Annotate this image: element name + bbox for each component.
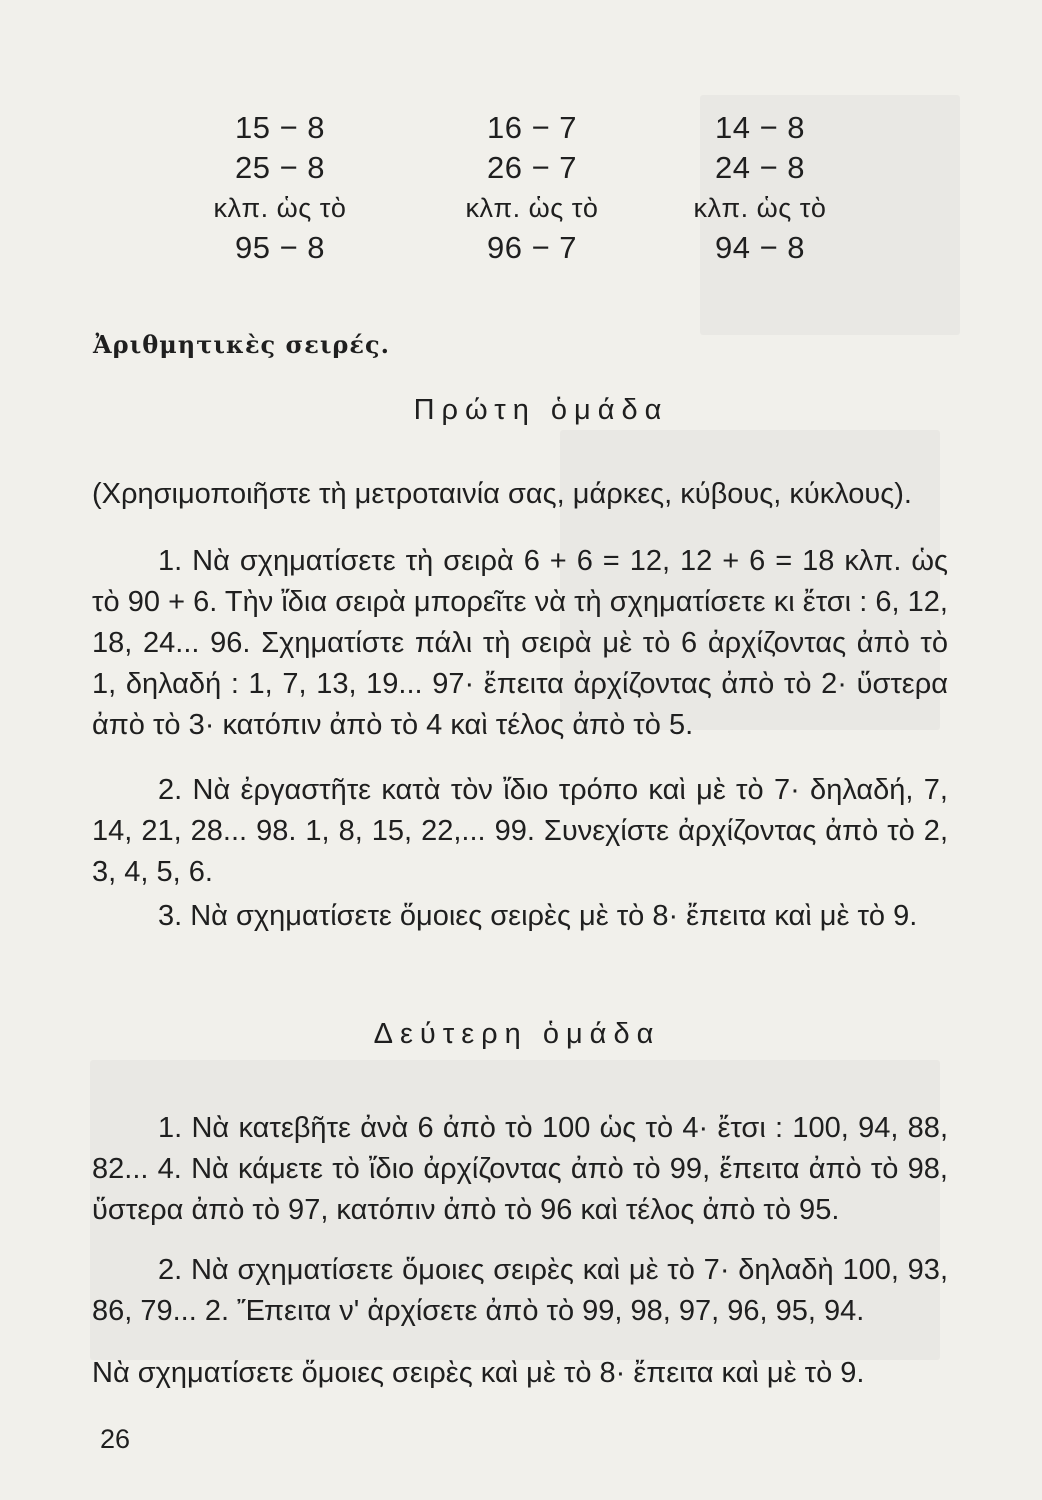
exercise-paragraph: 3. Νὰ σχηματίσετε ὅμοιες σειρὲς μὲ τὸ 8· ἔπειτα καὶ μὲ τὸ 9. <box>158 900 918 932</box>
group1-intro <box>92 474 948 515</box>
expression-etc: κλπ. ὡς τὸ <box>213 193 347 223</box>
expression: 94 − 8 <box>714 230 806 265</box>
expression: 95 − 8 <box>234 230 326 265</box>
section-heading: Ἀριθμητικὲς σειρές. <box>93 330 390 359</box>
group1-item-3 <box>92 896 948 937</box>
subtraction-column-2 <box>422 108 642 268</box>
expression-etc: κλπ. ὡς τὸ <box>693 193 827 223</box>
expression: 16 − 7 <box>486 110 578 145</box>
page-number: 26 <box>100 1424 131 1454</box>
exercise-paragraph: 2. Νὰ σχηματίσετε ὅμοιες σειρὲς καὶ μὲ τὸ 7· δηλαδὴ 100, 93, 86, 79... 2. Ἔπειτα ν' ἀρχίσετε ἀπὸ τὸ 99, 98, 97, 96, 95, 94. <box>92 1254 948 1327</box>
exercise-paragraph: 2. Νὰ ἐργαστῆτε κατὰ τὸν ἴδιο τρόπο καὶ μὲ τὸ 7· δηλαδή, 7, 14, 21, 28... 98. 1, 8, 15, 22,... 99. Συνεχίστε ἀρχίζοντας ἀπὸ τὸ 2, 3, 4, 5, 6. <box>92 774 948 888</box>
subtraction-column-3 <box>650 108 870 268</box>
group2-item-3 <box>92 1353 948 1394</box>
group1-item-1 <box>92 541 948 746</box>
exercise-paragraph: 1. Νὰ σχηματίσετε τὴ σειρὰ 6 + 6 = 12, 12 + 6 = 18 κλπ. ὡς τὸ 90 + 6. Τὴν ἴδια σειρὰ μπορεῖτε νὰ τὴ σχηματίσετε κι ἔτσι : 6, 12, 18, 24... 96. Σχηματίστε πάλι τὴ σειρὰ μὲ τὸ 6 ἀρχίζοντας ἀπὸ τὸ 1, δηλαδή : 1, 7, 13, 19... 97· ἔπειτα ἀρχίζοντας ἀπὸ τὸ 2· ὕστερα ἀπὸ τὸ 3· κατόπιν ἀπὸ τὸ 4 καὶ τέλος ἀπὸ τὸ 5. <box>92 545 948 741</box>
subtraction-column-1 <box>170 108 390 268</box>
expression: 24 − 8 <box>714 150 806 185</box>
expression: 26 − 7 <box>486 150 578 185</box>
group-title-second: Δεύτερη ὁμάδα <box>373 1018 661 1050</box>
exercise-paragraph: Νὰ σχηματίσετε ὅμοιες σειρὲς καὶ μὲ τὸ 8· ἔπειτα καὶ μὲ τὸ 9. <box>92 1357 865 1389</box>
expression: 14 − 8 <box>714 110 806 145</box>
expression-etc: κλπ. ὡς τὸ <box>465 193 599 223</box>
intro-paragraph: (Χρησιμοποιῆστε τὴ μετροταινία σας, μάρκες, κύβους, κύκλους). <box>92 478 912 510</box>
expression: 15 − 8 <box>234 110 326 145</box>
exercise-paragraph: 1. Νὰ κατεβῆτε ἀνὰ 6 ἀπὸ τὸ 100 ὡς τὸ 4· ἔτσι : 100, 94, 88, 82... 4. Νὰ κάμετε τὸ ἴδιο ἀρχίζοντας ἀπὸ τὸ 99, ἔπειτα ἀπὸ τὸ 98, ὕστερα ἀπὸ τὸ 97, κατόπιν ἀπὸ τὸ 96 καὶ τέλος ἀπὸ τὸ 95. <box>92 1112 948 1226</box>
group2-item-1 <box>92 1108 948 1231</box>
group1-item-2 <box>92 770 948 893</box>
expression: 25 − 8 <box>234 150 326 185</box>
expression: 96 − 7 <box>486 230 578 265</box>
group-title-first: Πρώτη ὁμάδα <box>413 394 669 426</box>
group2-item-2 <box>92 1250 948 1332</box>
